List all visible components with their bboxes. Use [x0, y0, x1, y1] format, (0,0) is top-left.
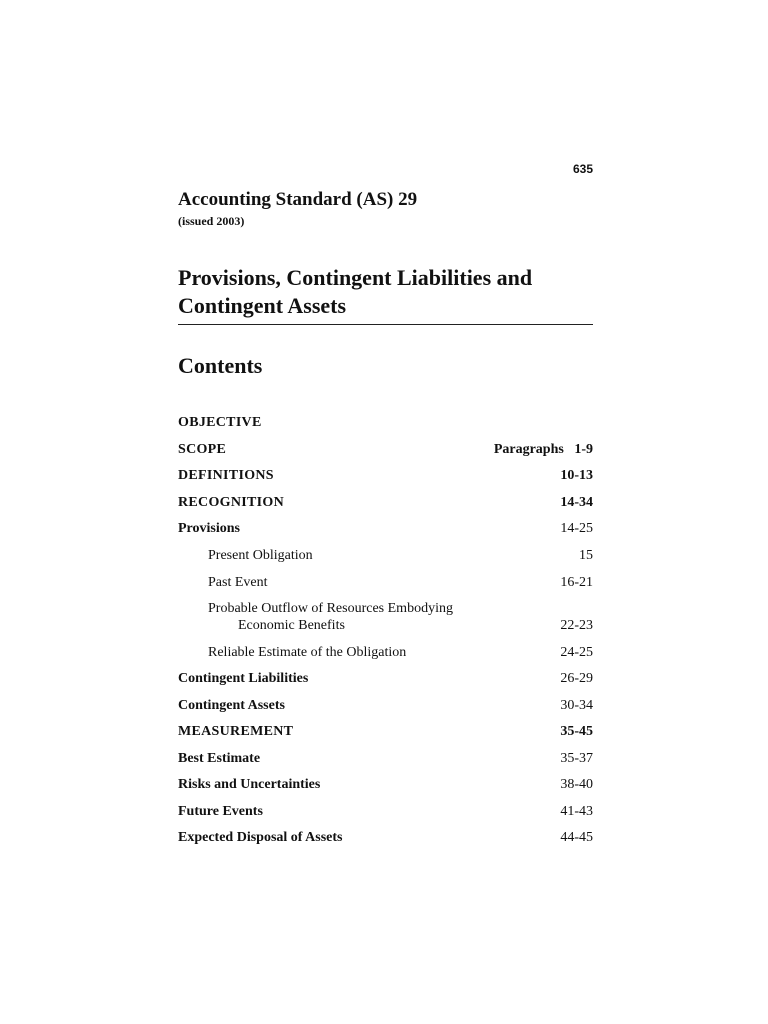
toc-paragraph-range: 22-23: [560, 618, 593, 633]
toc-label: Future Events: [178, 804, 263, 819]
toc-label: Best Estimate: [178, 751, 261, 766]
toc-paragraph-range: 44-45: [560, 830, 593, 845]
contents-heading: Contents: [178, 353, 263, 378]
toc-paragraph-range: 30-34: [560, 698, 593, 713]
toc-label: Risks and Uncertainties: [178, 777, 321, 792]
toc-paragraph-range: 35-37: [560, 751, 593, 766]
document-title-line-2: Contingent Assets: [178, 293, 347, 318]
toc-label: Expected Disposal of Assets: [178, 830, 343, 845]
toc-label: Past Event: [208, 575, 268, 590]
standard-issued-note: (issued 2003): [178, 214, 245, 228]
toc-paragraph-value: 1-9: [574, 442, 593, 457]
toc-label: OBJECTIVE: [178, 415, 262, 430]
toc-paragraph-range: 38-40: [560, 777, 593, 792]
toc-paragraph-range: [494, 441, 593, 458]
toc-paragraph-range: 35-45: [560, 724, 593, 739]
toc-label: Provisions: [178, 521, 240, 536]
toc-label: Contingent Assets: [178, 698, 285, 713]
document-title-line-1: Provisions, Contingent Liabilities and: [178, 265, 533, 290]
paragraphs-column-label: Paragraphs: [493, 442, 564, 457]
toc-paragraph-range: 10-13: [560, 468, 593, 483]
toc-paragraph-range: 14-25: [560, 521, 593, 536]
toc-paragraph-range: 41-43: [560, 804, 593, 819]
toc-label: RECOGNITION: [178, 495, 284, 510]
toc-label: Present Obligation: [208, 548, 313, 563]
document-title: [178, 264, 593, 320]
toc-label-continued: Economic Benefits: [238, 618, 345, 633]
toc-label: SCOPE: [178, 442, 227, 457]
toc-label: MEASUREMENT: [178, 724, 294, 739]
toc-paragraph-range: 15: [579, 548, 593, 563]
toc-label: Probable Outflow of Resources Embodying: [208, 601, 453, 616]
title-divider: [178, 324, 593, 325]
toc-label: DEFINITIONS: [178, 468, 274, 483]
toc-paragraph-range: 26-29: [560, 671, 593, 686]
standard-title: Accounting Standard (AS) 29: [178, 189, 418, 210]
toc-paragraph-range: 14-34: [560, 495, 593, 510]
toc-label: Contingent Liabilities: [178, 671, 309, 686]
toc-label: Reliable Estimate of the Obligation: [208, 645, 407, 660]
toc-paragraph-range: 24-25: [560, 645, 593, 660]
toc-paragraph-range: 16-21: [560, 575, 593, 590]
page-number: 635: [572, 162, 593, 176]
